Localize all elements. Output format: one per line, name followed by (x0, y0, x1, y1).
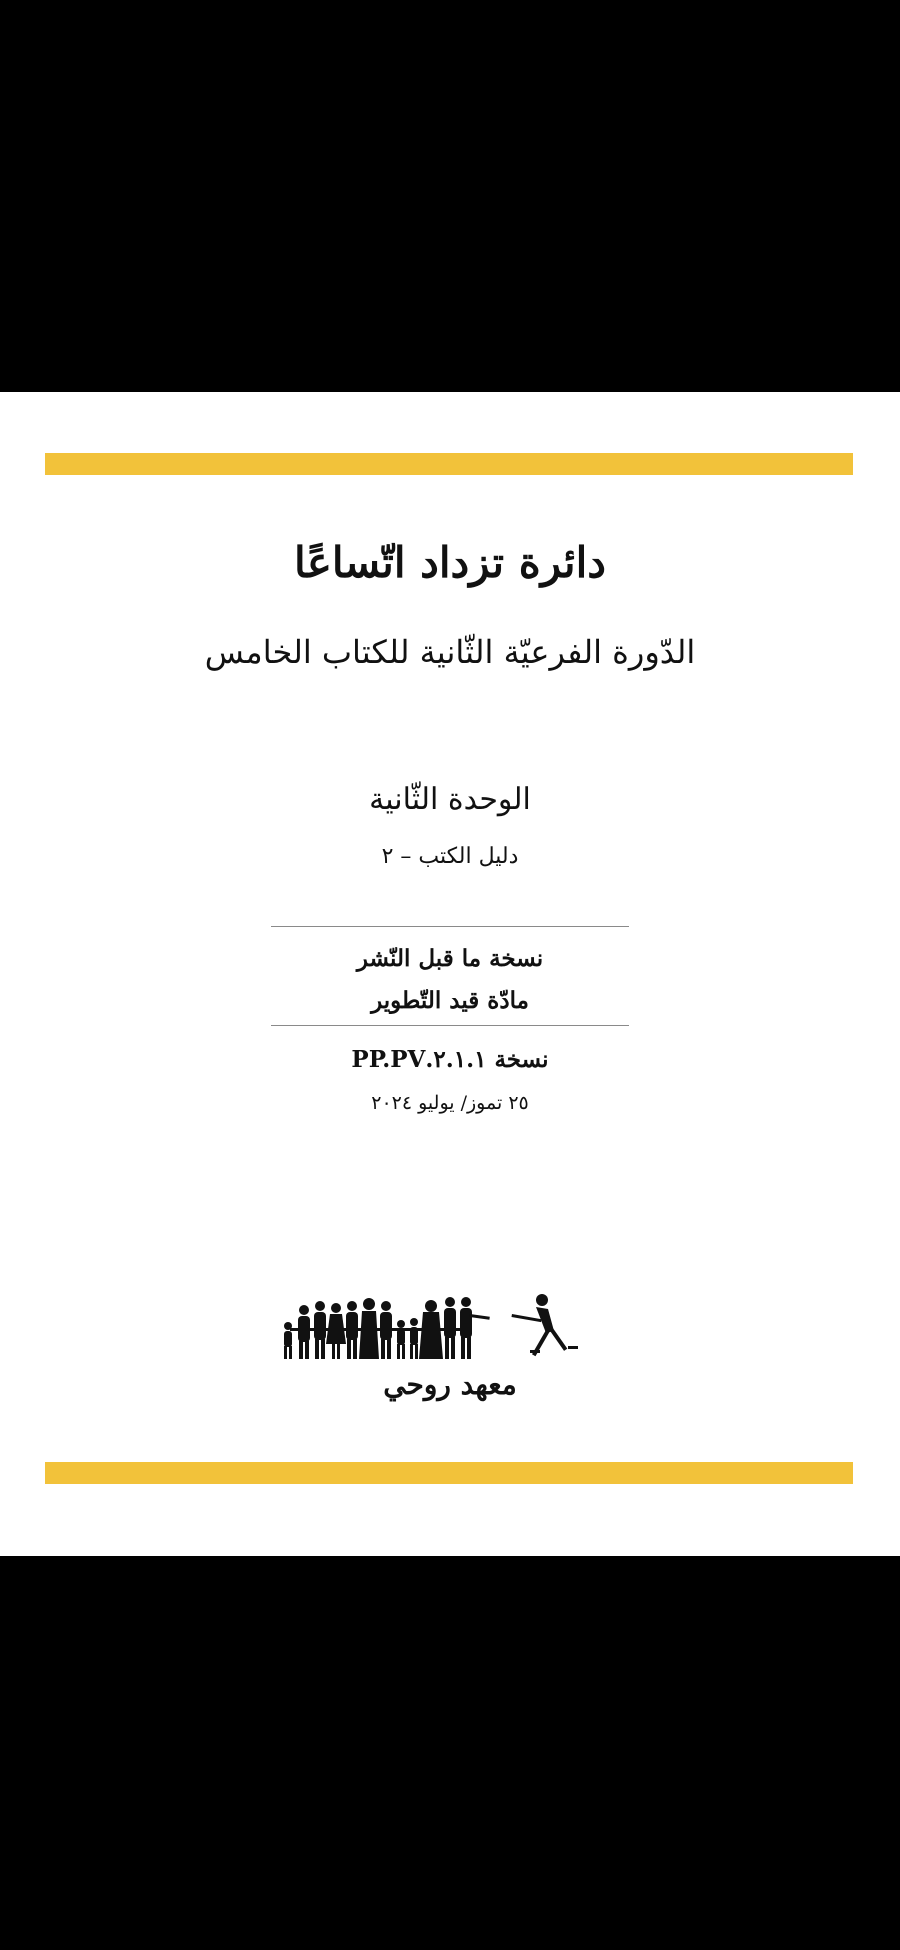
bottom-accent-bar (45, 1462, 853, 1484)
people-chain-logo-icon (280, 1292, 620, 1362)
top-accent-bar (45, 453, 853, 475)
publisher-name: معهد روحي (383, 1368, 517, 1401)
version-label: نسخة ٢.١.١.PP.PV (351, 1046, 549, 1073)
notice-line-1: نسخة ما قبل النّشر (356, 945, 544, 972)
document-subtitle: الدّورة الفرعيّة الثّانية للكتاب الخامس (204, 633, 696, 671)
date-label: ٢٥ تموز/ يوليو ٢٠٢٤ (371, 1092, 529, 1114)
document-title: دائرة تزداد اتّساعًا (294, 538, 606, 587)
divider-top (271, 926, 629, 927)
document-page (0, 392, 900, 1556)
divider-bottom (271, 1025, 629, 1026)
notice-line-2: مادّة قيد التّطوير (371, 987, 529, 1014)
unit-subtitle: دليل الكتب – ٢ (381, 844, 519, 869)
unit-title: الوحدة الثّانية (369, 782, 531, 817)
prepublication-notice (0, 938, 900, 1022)
